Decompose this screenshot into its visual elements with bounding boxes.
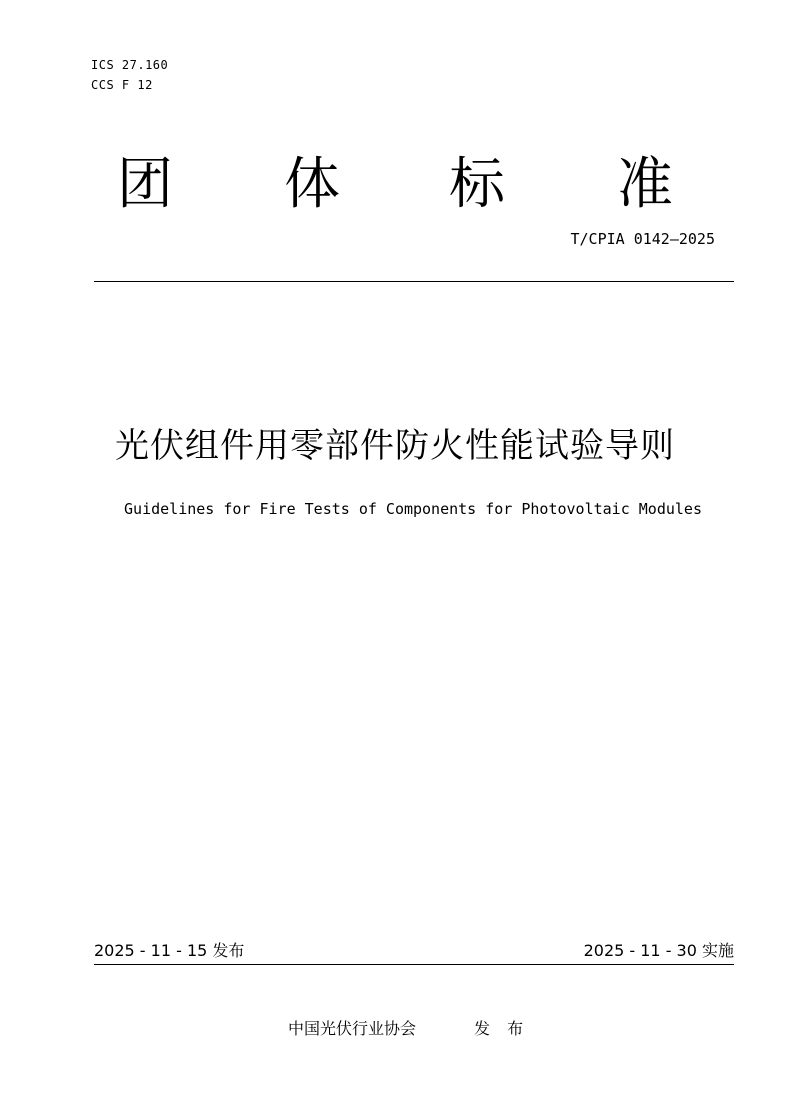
header-char-2: 体: [284, 152, 340, 217]
issue-date: 2025 - 11 - 15 发布: [94, 941, 245, 960]
title-english: Guidelines for Fire Tests of Components for Photovoltaic Modules: [124, 500, 702, 518]
title-chinese: 光伏组件用零部件防火性能试验导则: [115, 426, 675, 466]
header-char-3: 标: [449, 152, 505, 217]
ccs-code: CCS F 12: [91, 78, 153, 92]
header-char-4: 准: [617, 152, 673, 217]
publish-label: 发 布: [474, 1019, 530, 1038]
top-divider: [94, 281, 734, 282]
implementation-date: 2025 - 11 - 30 实施: [583, 941, 734, 960]
publisher-name: 中国光伏行业协会: [288, 1019, 417, 1038]
bottom-divider: [94, 964, 734, 965]
ics-code: ICS 27.160: [91, 58, 169, 72]
standard-number: T/CPIA 0142—2025: [570, 230, 715, 248]
header-char-1: 团: [117, 152, 173, 217]
